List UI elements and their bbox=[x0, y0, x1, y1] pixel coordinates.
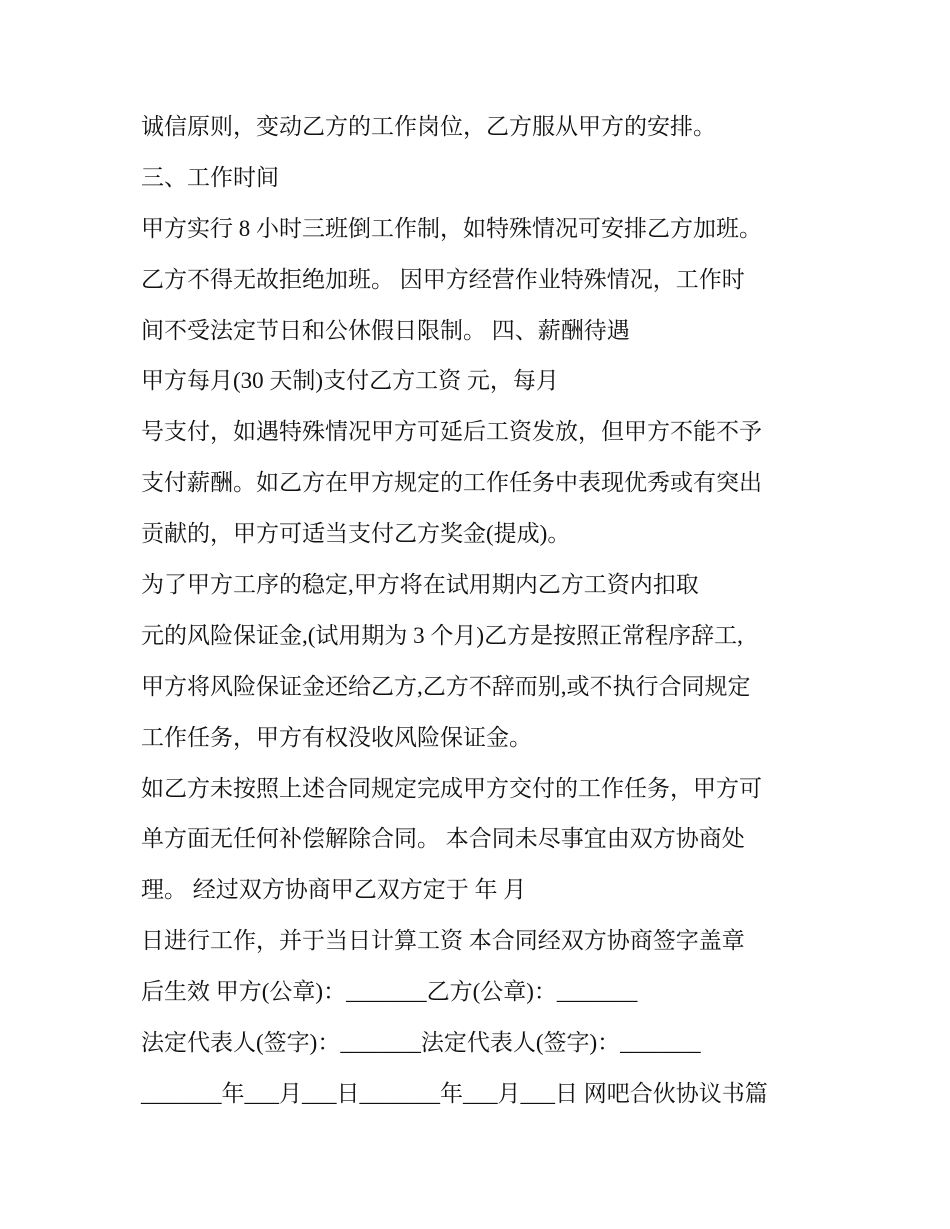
text-line: 诚信原则，变动乙方的工作岗位，乙方服从甲方的安排。 bbox=[141, 114, 716, 139]
signature-line-date: _______年___月___日_______年___月___日 网吧合伙协议书篇 bbox=[141, 1080, 768, 1106]
document-body bbox=[141, 102, 831, 1120]
text-line: 甲方实行 8 小时三班倒工作制，如特殊情况可安排乙方加班。 bbox=[141, 215, 762, 241]
section-heading: 三、工作时间 bbox=[141, 164, 279, 190]
text-line: 间不受法定节日和公休假日限制。 四、薪酬待遇 bbox=[141, 317, 630, 343]
signature-line-representative: 法定代表人(签字)：_______法定代表人(签字)：_______ bbox=[141, 1030, 701, 1056]
text-line: 单方面无任何补偿解除合同。 本合同未尽事宜由双方协商处 bbox=[141, 826, 745, 852]
text-line: 为了甲方工序的稳定,甲方将在试用期内乙方工资内扣取 bbox=[141, 572, 699, 598]
text-line: 日进行工作，并于当日计算工资 本合同经双方协商签字盖章 bbox=[141, 928, 745, 954]
signature-line-seal: 后生效 甲方(公章)：_______乙方(公章)：_______ bbox=[141, 979, 638, 1005]
text-line: 工作任务，甲方有权没收风险保证金。 bbox=[141, 724, 532, 750]
text-line: 甲方每月(30 天制)支付乙方工资 元，每月 bbox=[141, 368, 559, 394]
text-line: 支付薪酬。如乙方在甲方规定的工作任务中表现优秀或有突出 bbox=[141, 470, 762, 496]
text-line: 如乙方未按照上述合同规定完成甲方交付的工作任务，甲方可 bbox=[141, 775, 762, 801]
text-line: 贡献的，甲方可适当支付乙方奖金(提成)。 bbox=[141, 521, 571, 547]
text-line: 号支付，如遇特殊情况甲方可延后工资发放，但甲方不能不予 bbox=[141, 419, 762, 445]
text-line: 甲方将风险保证金还给乙方,乙方不辞而别,或不执行合同规定 bbox=[141, 673, 751, 699]
text-line: 乙方不得无故拒绝加班。 因甲方经营作业特殊情况，工作时 bbox=[141, 266, 745, 292]
text-line: 元的风险保证金,(试用期为 3 个月)乙方是按照正常程序辞工, bbox=[141, 622, 743, 648]
text-line: 理。 经过双方协商甲乙双方定于 年 月 bbox=[141, 877, 527, 903]
